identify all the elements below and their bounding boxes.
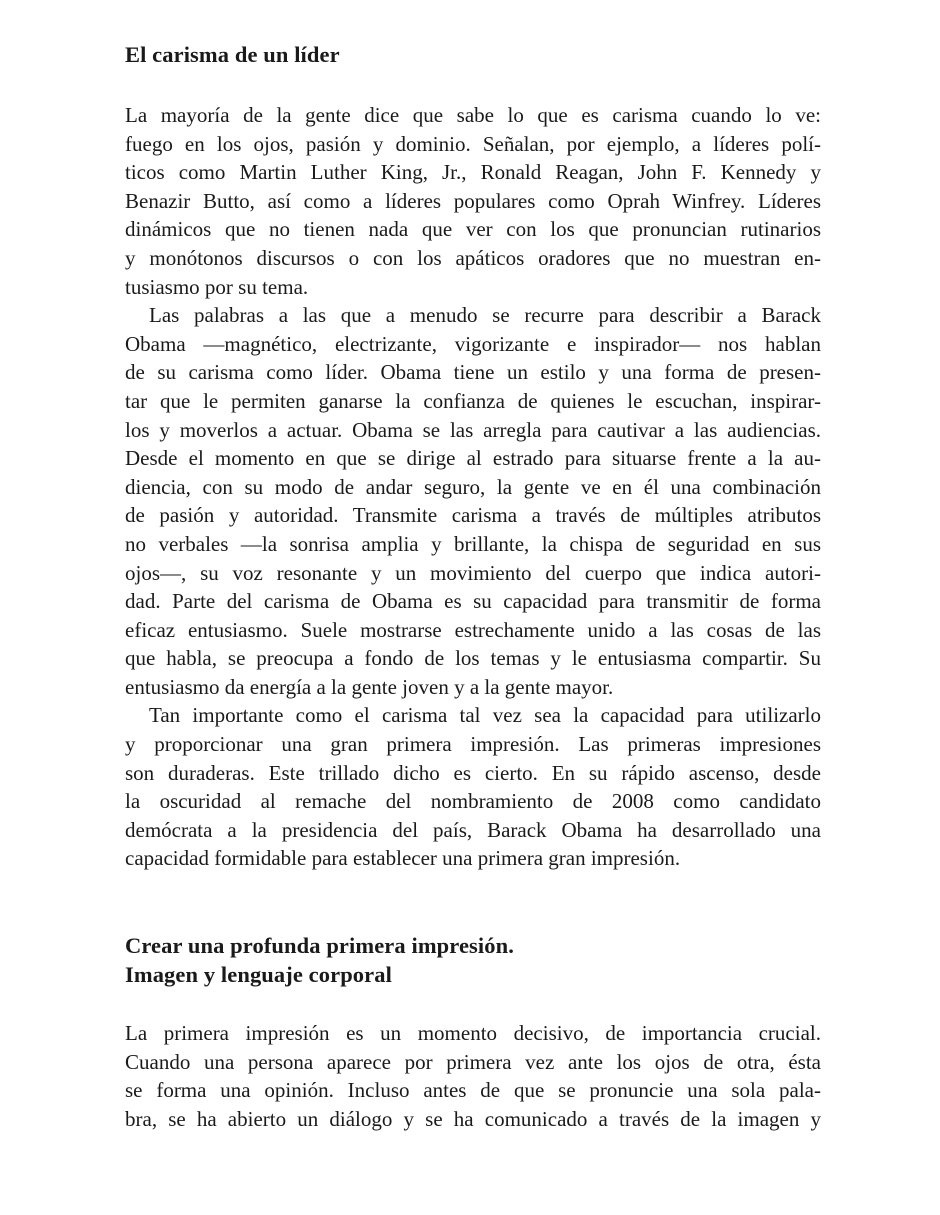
text-line: no verbales —la sonrisa amplia y brillante, la chispa de seguridad en sus (125, 531, 821, 556)
section-spacer (125, 873, 821, 931)
text-line: de su carisma como líder. Obama tiene un estilo y una forma de presen- (125, 360, 821, 385)
text-line: bra, se ha abierto un diálogo y se ha comunicado a través de la imagen y (125, 1106, 821, 1131)
section-title-primera-impresion (125, 931, 821, 989)
text-line: se forma una opinión. Incluso antes de que se pronuncie una sola pala- (125, 1078, 821, 1103)
text-line: dad. Parte del carisma de Obama es su capacidad para transmitir de forma (125, 589, 821, 614)
text-line: son duraderas. Este trillado dicho es cierto. En su rápido ascenso, desde (125, 760, 821, 785)
text-line: ticos como Martin Luther King, Jr., Ronald Reagan, John F. Kennedy y (125, 160, 821, 185)
paragraph-2 (125, 301, 821, 701)
text-line: entusiasmo da energía a la gente joven y a la gente mayor. (125, 674, 614, 699)
section-title-line: Crear una profunda primera impresión. (125, 933, 514, 959)
paragraph-3 (125, 701, 821, 873)
text-line: dinámicos que no tienen nada que ver con los que pronuncian rutinarios (125, 217, 821, 242)
text-line: eficaz entusiasmo. Suele mostrarse estrechamente unido a las cosas de las (125, 617, 821, 642)
text-line: y proporcionar una gran primera impresión. Las primeras impresiones (125, 732, 821, 757)
text-line: La mayoría de la gente dice que sabe lo que es carisma cuando lo ve: (125, 103, 821, 127)
text-line: y monótonos discursos o con los apáticos oradores que no muestran en- (125, 245, 821, 270)
text-line: que habla, se preocupa a fondo de los temas y le entusiasma compartir. Su (125, 646, 821, 671)
text-line: fuego en los ojos, pasión y dominio. Señalan, por ejemplo, a líderes polí- (125, 131, 821, 156)
text-line: de pasión y autoridad. Transmite carisma a través de múltiples atributos (125, 503, 821, 528)
text-line: Desde el momento en que se dirige al estrado para situarse frente a la au- (125, 446, 821, 471)
text-line: los y moverlos a actuar. Obama se las arregla para cautivar a las audiencias. (125, 417, 821, 442)
text-line: la oscuridad al remache del nombramiento de 2008 como candidato (125, 789, 821, 814)
book-page (125, 40, 821, 1133)
paragraph-1 (125, 101, 821, 301)
text-line: Las palabras a las que a menudo se recurre para describir a Barack (149, 303, 821, 328)
section-title-carisma: El carisma de un líder (125, 42, 340, 67)
text-line: Tan importante como el carisma tal vez sea la capacidad para utilizarlo (149, 703, 821, 728)
text-line: ojos—, su voz resonante y un movimiento del cuerpo que indica autori- (125, 560, 821, 585)
text-line: tar que le permiten ganarse la confianza de quienes le escuchan, inspirar- (125, 388, 821, 413)
text-line: demócrata a la presidencia del país, Barack Obama ha desarrollado una (125, 817, 821, 842)
text-line: Benazir Butto, así como a líderes populares como Oprah Winfrey. Líderes (125, 188, 821, 213)
paragraph-4 (125, 1019, 821, 1133)
section-title-line: Imagen y lenguaje corporal (125, 962, 392, 988)
text-line: capacidad formidable para establecer una primera gran impresión. (125, 846, 681, 871)
text-line: La primera impresión es un momento decisivo, de importancia crucial. (125, 1021, 821, 1046)
text-line: Obama —magnético, electrizante, vigorizante e inspirador— nos hablan (125, 331, 821, 356)
text-line: diencia, con su modo de andar seguro, la gente ve en él una combinación (125, 474, 821, 499)
text-line: tusiasmo por su tema. (125, 274, 309, 299)
text-line: Cuando una persona aparece por primera vez ante los ojos de otra, ésta (125, 1049, 821, 1074)
